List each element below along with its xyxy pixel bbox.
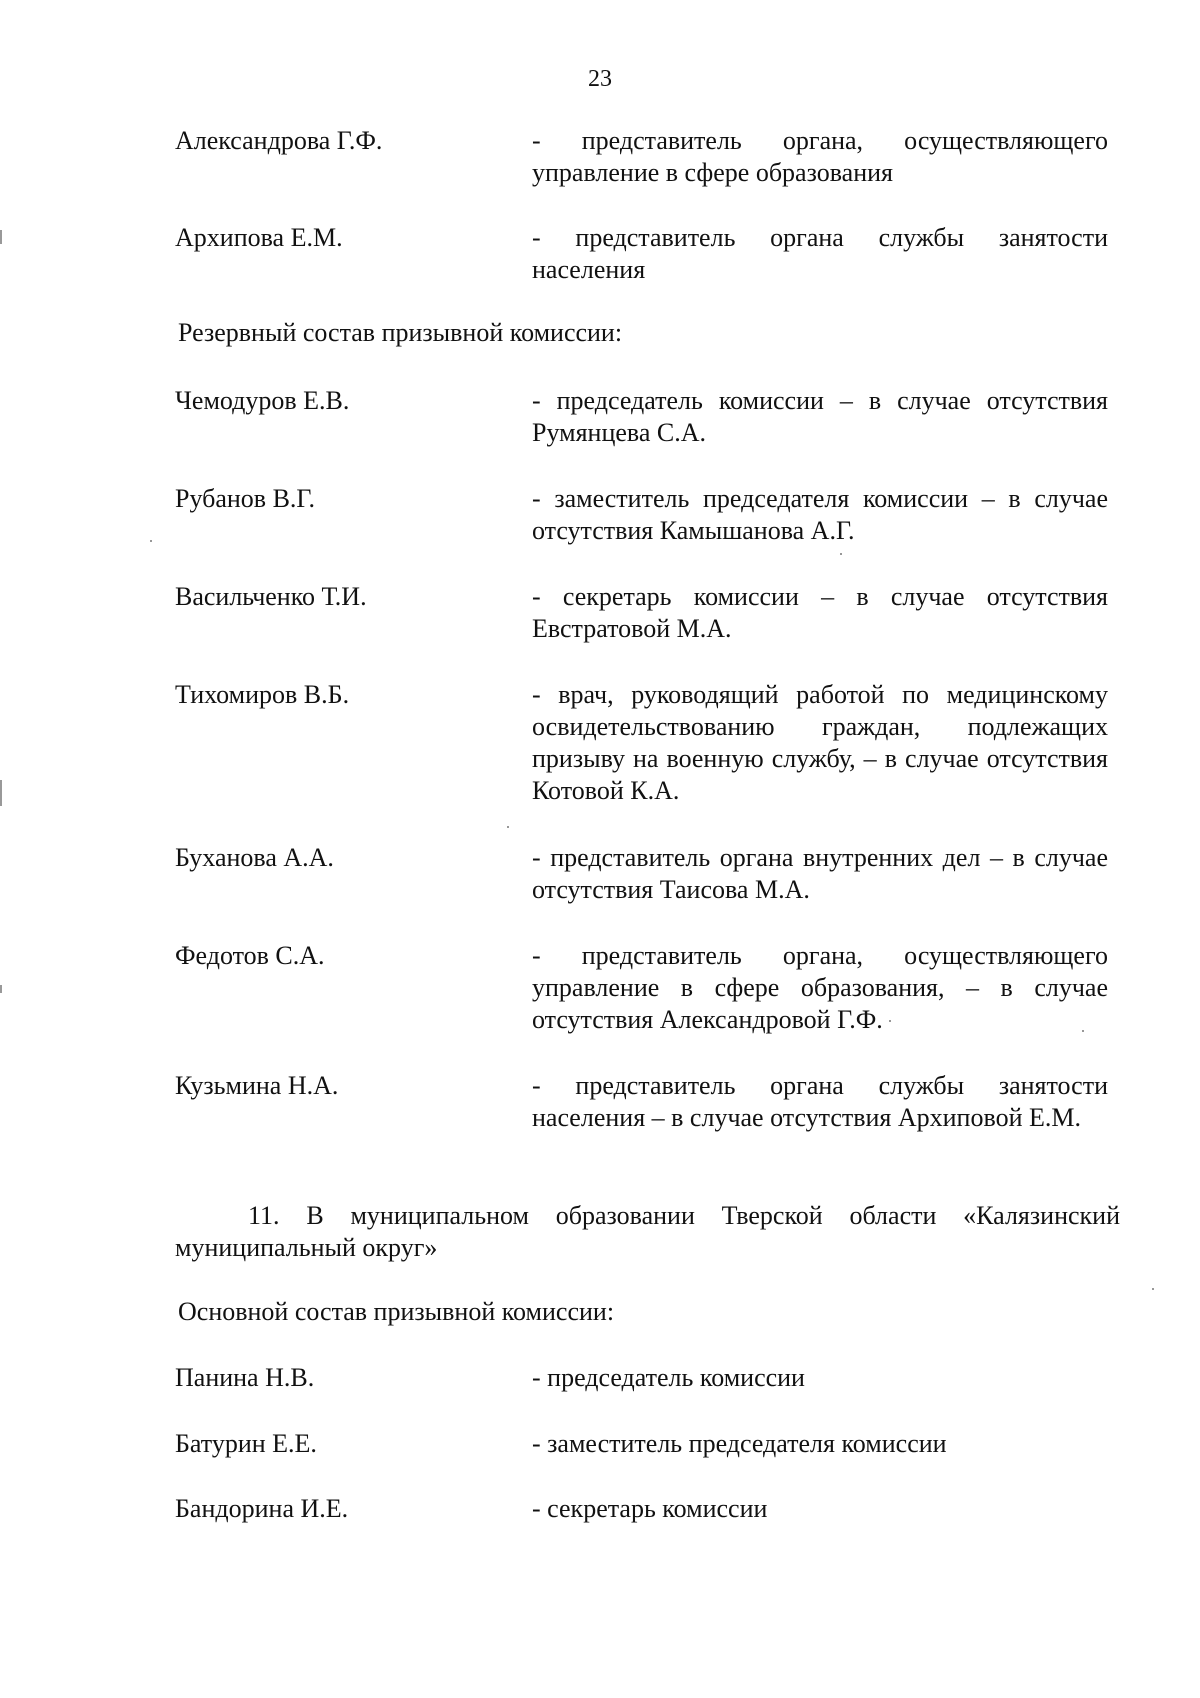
scan-speck — [1152, 1288, 1154, 1290]
scan-speck — [507, 826, 509, 828]
member-name: Бандорина И.Е. — [175, 1494, 349, 1523]
member-name: Тихомиров В.Б. — [175, 680, 350, 709]
member-name: Васильченко Т.И. — [175, 582, 367, 611]
member-name: Буханова А.А. — [175, 843, 334, 872]
member-role: - представитель органа службы занятости населения – в случае отсутствия Архиповой Е.М. — [532, 1071, 1108, 1132]
section-paragraph: 11. В муниципальном образовании Тверской области «Калязинский муниципальный округ» — [175, 1201, 1120, 1262]
member-name: Чемодуров Е.В. — [175, 386, 350, 415]
scan-speck — [840, 553, 842, 555]
member-name: Батурин Е.Е. — [175, 1429, 317, 1458]
scan-speck — [150, 540, 152, 542]
page-number: 23 — [588, 66, 612, 92]
member-role: - представитель органа, осуществляющего управление в сфере образования — [532, 126, 1108, 187]
main-heading: Основной состав призывной комиссии: — [178, 1297, 615, 1326]
scan-edge-mark — [0, 985, 2, 993]
member-role: - заместитель председателя комиссии — [532, 1429, 947, 1458]
member-role: - врач, руководящий работой по медицинскому освидетельствованию граждан, подлежащих призыву на военную службу, – в случае отсутствия Котовой К.А. — [532, 680, 1108, 805]
member-name: Панина Н.В. — [175, 1363, 315, 1392]
member-name: Архипова Е.М. — [175, 223, 343, 252]
scan-speck — [1082, 1030, 1084, 1032]
scan-speck — [889, 1020, 891, 1022]
member-name: Александрова Г.Ф. — [175, 126, 383, 155]
scan-edge-mark — [0, 780, 2, 806]
scan-edge-mark — [0, 230, 2, 244]
member-role: - заместитель председателя комиссии – в случае отсутствия Камышанова А.Г. — [532, 484, 1108, 545]
member-name: Рубанов В.Г. — [175, 484, 316, 513]
member-role: - представитель органа службы занятости населения — [532, 223, 1108, 284]
member-role: - председатель комиссии – в случае отсутствия Румянцева С.А. — [532, 386, 1108, 447]
member-name: Федотов С.А. — [175, 941, 325, 970]
member-name: Кузьмина Н.А. — [175, 1071, 339, 1100]
member-role: - председатель комиссии — [532, 1363, 805, 1392]
reserve-heading: Резервный состав призывной комиссии: — [178, 318, 623, 347]
member-role: - представитель органа, осуществляющего управление в сфере образования, – в случае отсутствия Александровой Г.Ф. — [532, 941, 1108, 1034]
member-role: - представитель органа внутренних дел – в случае отсутствия Таисова М.А. — [532, 843, 1108, 904]
member-role: - секретарь комиссии – в случае отсутствия Евстратовой М.А. — [532, 582, 1108, 643]
member-role: - секретарь комиссии — [532, 1494, 768, 1523]
